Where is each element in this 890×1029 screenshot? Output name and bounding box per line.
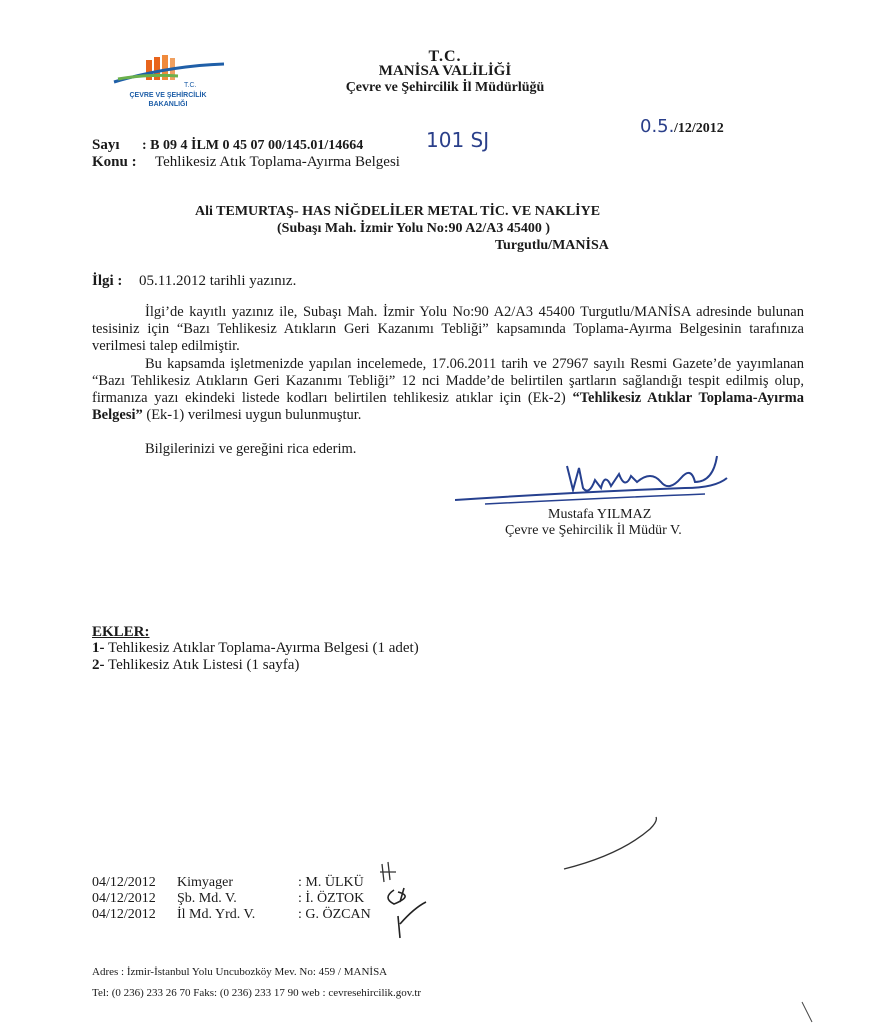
ekler-item-1-text: Tehlikesiz Atıklar Toplama-Ayırma Belgesi (1 adet) xyxy=(107,640,419,656)
paraf-name-2: : İ. ÖZTOK xyxy=(298,891,365,906)
ekler-item-2 xyxy=(92,657,299,674)
recipient-name: Ali TEMURTAŞ- HAS NİĞDELİLER METAL TİC. VE NAKLİYE xyxy=(195,204,601,219)
konu-value: Tehlikesiz Atık Toplama-Ayırma Belgesi xyxy=(155,154,400,170)
header-tc: T.C. xyxy=(428,48,462,65)
paraf-date-3: 04/12/2012 xyxy=(92,907,156,922)
footer-contact: Tel: (0 236) 233 26 70 Faks: (0 236) 233 17 90 web : cevresehircilik.gov.tr xyxy=(92,987,422,999)
logo-tc: T.C. xyxy=(184,82,197,89)
ekler-item-2-text: Tehlikesiz Atık Listesi (1 sayfa) xyxy=(107,657,300,673)
body-paragraph-2-text-a: Bu kapsamda işletmenizde yapılan incelemede, 17.06.2011 tarih ve 27967 sayılı Resmi Gazete’de yayımlanan “Bazı Tehlikesiz Atıkların Geri Kazanımı Tebliği” 12 nci Madde’de belirtilen şartların sağlandığı tespit edilmiş olup, firmanıza yazı ekindeki listede kodları belirtilen tehlikesiz atıklar için (Ek-2) xyxy=(92,356,804,406)
logo-text-ministry: ÇEVRE VE ŞEHİRCİLİK xyxy=(129,92,207,99)
body-paragraph-3-text: Bilgilerinizi ve gereğini rica ederim. xyxy=(145,441,357,457)
date-handwritten: 0.5. xyxy=(640,116,675,137)
paraf-name-1: : M. ÜLKÜ xyxy=(298,875,364,890)
header-directorate: Çevre ve Şehircilik İl Müdürlüğü xyxy=(345,80,545,95)
ekler-item-1 xyxy=(92,640,419,657)
body-paragraph-1-text: İlgi’de kayıtlı yazınız ile, Subaşı Mah. İzmir Yolu No:90 A2/A3 45400 Turgutlu/MANİSA adresinde bulunan tesisiniz için “Bazı Tehlikesiz Atıkların Geri Kazanımı Tebliği” kapsamında Toplama-Ayırma Belgesinin tarafınıza verilmesi talep edilmiştir. xyxy=(92,304,804,354)
header-governorship: MANİSA VALİLİĞİ xyxy=(378,63,512,79)
sayi-label: Sayı xyxy=(92,137,120,153)
body-paragraph-2-text-b: (Ek-1) verilmesi uygun bulunmuştur. xyxy=(142,407,362,423)
body-paragraph-2 xyxy=(92,356,804,424)
ilgi-value: 05.11.2012 tarihli yazınız. xyxy=(139,273,297,289)
sayi-value: : B 09 4 İLM 0 45 07 00/145.01/14664 xyxy=(142,138,364,153)
pen-mark xyxy=(560,815,670,880)
ilgi-label: İlgi : xyxy=(92,273,123,289)
ekler-item-2-num: 2- xyxy=(92,657,105,673)
signatory-title: Çevre ve Şehircilik İl Müdür V. xyxy=(505,523,682,538)
konu-label: Konu : xyxy=(92,154,137,170)
ekler-item-1-num: 1- xyxy=(92,640,105,656)
paraf-role-1: Kimyager xyxy=(177,875,233,890)
sayi-handwritten: 101 SJ xyxy=(426,128,490,152)
paraf-date-1: 04/12/2012 xyxy=(92,875,156,890)
recipient-city: Turgutlu/MANİSA xyxy=(495,238,609,253)
footer-address: Adres : İzmir-İstanbul Yolu Uncubozköy Mev. No: 459 / MANİSA xyxy=(92,966,388,978)
date-printed: /12/2012 xyxy=(674,121,724,136)
paraf-role-2: Şb. Md. V. xyxy=(177,891,237,906)
body-paragraph-1 xyxy=(92,304,804,355)
recipient-address: (Subaşı Mah. İzmir Yolu No:90 A2/A3 45400 ) xyxy=(277,221,551,236)
body-paragraph-2-bold: “Tehlikesiz Atıklar Toplama-Ayırma Belgesi” xyxy=(92,390,804,423)
signatory-name: Mustafa YILMAZ xyxy=(548,507,652,522)
ekler-title: EKLER: xyxy=(92,624,150,640)
paraf-date-2: 04/12/2012 xyxy=(92,891,156,906)
paraf-role-3: İl Md. Yrd. V. xyxy=(177,907,256,922)
scan-mark xyxy=(800,1000,820,1029)
logo-text-bakanlik: BAKANLIĞI xyxy=(148,101,188,108)
paraf-initials xyxy=(374,858,444,948)
paraf-name-3: : G. ÖZCAN xyxy=(298,907,371,922)
